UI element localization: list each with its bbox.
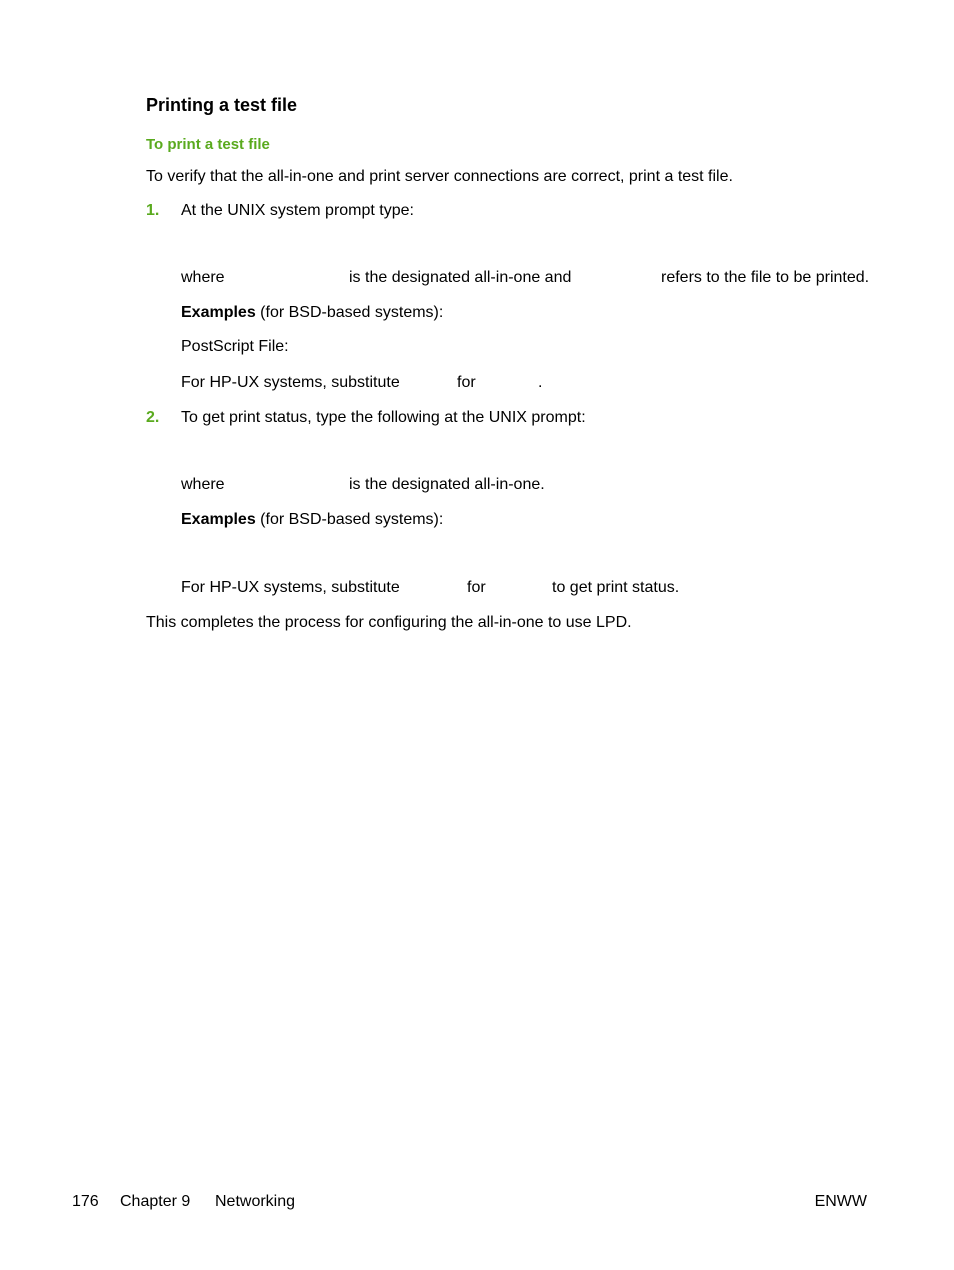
- step-1-where-prefix: where: [181, 269, 225, 286]
- conclusion-paragraph: This completes the process for configuring the all-in-one to use LPD.: [146, 614, 632, 631]
- step-1-postscript-label: PostScript File:: [181, 338, 289, 355]
- step-1-number: 1.: [146, 202, 160, 219]
- step-2-where-mid: is the designated all-in-one.: [349, 476, 545, 493]
- step-2-examples-label: Examples: [181, 511, 256, 528]
- step-1-hpux-prefix: For HP-UX systems, substitute: [181, 374, 400, 391]
- footer-chapter-title: Networking: [215, 1193, 296, 1210]
- step-1-hpux-end: .: [538, 374, 543, 391]
- footer-page-number: 176: [72, 1193, 99, 1210]
- footer-chapter: Chapter 9: [120, 1193, 191, 1210]
- step-1-where-end: refers to the file to be printed.: [661, 269, 870, 286]
- step-1-examples: [181, 305, 443, 321]
- procedure-heading: To print a test file: [146, 136, 270, 153]
- section-title: Printing a test file: [146, 95, 298, 115]
- intro-paragraph: To verify that the all-in-one and print server connections are correct, print a test file.: [146, 168, 733, 185]
- step-2-text: To get print status, type the following at the UNIX prompt:: [181, 409, 586, 426]
- step-1-examples-label: Examples: [181, 304, 256, 321]
- step-2-hpux-for: for: [467, 579, 486, 596]
- footer-edition: ENWW: [814, 1193, 867, 1210]
- step-2-hpux-end: to get print status.: [552, 579, 680, 596]
- step-1-where-mid: is the designated all-in-one and: [349, 269, 572, 286]
- step-2-examples-rest: (for BSD-based systems):: [255, 511, 444, 528]
- step-1-examples-rest: (for BSD-based systems):: [255, 304, 444, 321]
- step-2-examples: [181, 512, 443, 528]
- step-1-text: At the UNIX system prompt type:: [181, 202, 414, 219]
- step-2-hpux-prefix: For HP-UX systems, substitute: [181, 579, 400, 596]
- step-2-number: 2.: [146, 409, 160, 426]
- step-2-where-prefix: where: [181, 476, 225, 493]
- step-1-hpux-for: for: [457, 374, 476, 391]
